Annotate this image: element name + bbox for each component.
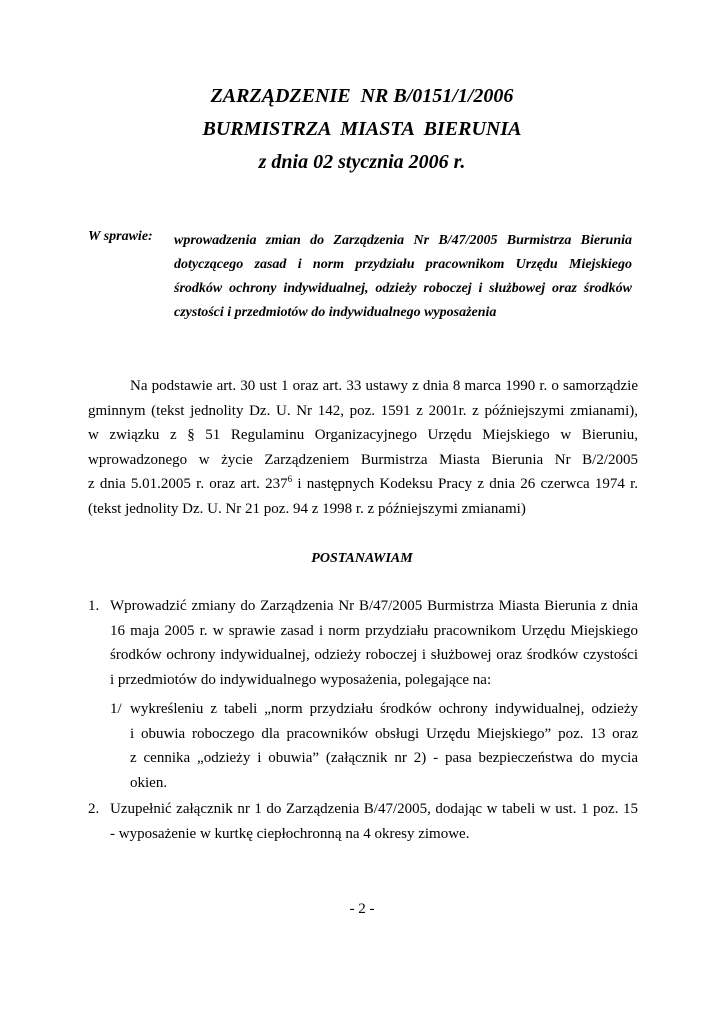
subject-line: dotyczącego zasad i norm przydziału pracownikom Urzędu Miejskiego	[174, 257, 632, 272]
subitem-line: wykreśleniu z tabeli „norm przydziału środków ochrony indywidualnej, odzieży	[130, 701, 638, 717]
issuer-title: BURMISTRZA MIASTA BIERUNIA	[202, 118, 522, 140]
subitem-text	[130, 697, 638, 795]
preamble-text: z dnia 5.01.2005 r. oraz art. 237	[88, 476, 288, 492]
item-line: 16 maja 2005 r. w sprawie zasad i norm przydziału pracownikom Urzędu Miejskiego	[110, 622, 638, 639]
preamble-line: w związku z § 51 Regulaminu Organizacyjnego Urzędu Miejskiego w Bieruniu,	[88, 427, 638, 443]
subitem-line: z cennika „odzieży i obuwia” (załącznik nr 2) - pasa bezpieczeństwa do mycia okien.	[130, 750, 638, 791]
item-text	[110, 797, 638, 846]
item-line: i przedmiotów do indywidualnego wyposażenia, polegające na:	[110, 671, 492, 688]
preamble-line: wprowadzonego w życie Zarządzeniem Burmistrza Miasta Bierunia Nr B/2/2005	[88, 451, 638, 468]
subitem-number: 1/	[110, 701, 122, 717]
subject-line: wprowadzenia zmian do Zarządzenia Nr B/47/2005 Burmistrza Bierunia	[174, 233, 632, 248]
item-line: środków ochrony indywidualnej, odzieży roboczej i służbowej oraz środków czystości	[110, 647, 638, 663]
preamble-line: gminnym (tekst jednolity Dz. U. Nr 142, poz. 1591 z 2001r. z późniejszymi zmianami),	[88, 402, 638, 419]
item-text	[110, 594, 638, 692]
item-line: - wyposażenie w kurtkę ciepłochronną na 4 okresy zimowe.	[110, 825, 470, 842]
superscript: 6	[287, 474, 293, 484]
page-number: - 2 -	[349, 901, 375, 917]
preamble-text: i następnych Kodeksu Pracy z dnia 26 czerwca 1974 r.	[292, 476, 638, 492]
item-line: Wprowadzić zmiany do Zarządzenia Nr B/47/2005 Burmistrza Miasta Bierunia z dnia	[110, 598, 638, 614]
decision-heading: POSTANAWIAM	[311, 551, 413, 566]
preamble-line: Na podstawie art. 30 ust 1 oraz art. 33 ustawy z dnia 8 marca 1990 r. o samorządzie	[130, 378, 638, 394]
preamble-line: (tekst jednolity Dz. U. Nr 21 poz. 94 z 1998 r. z późniejszymi zmianami)	[88, 500, 526, 517]
subject-label: W sprawie:	[88, 229, 153, 244]
document-date: z dnia 02 stycznia 2006 r.	[258, 151, 466, 173]
preamble-paragraph	[88, 374, 638, 521]
subject-line: środków ochrony indywidualnej, odzieży roboczej i służbowej oraz środków	[174, 281, 632, 296]
item-number: 1.	[88, 598, 100, 614]
subject-text	[174, 229, 632, 325]
document-title: ZARZĄDZENIE NR B/0151/1/2006	[210, 85, 514, 107]
preamble-line	[88, 472, 638, 497]
subitem-line: i obuwia roboczego dla pracowników obsługi Urzędu Miejskiego” poz. 13 oraz	[130, 725, 638, 742]
item-line: Uzupełnić załącznik nr 1 do Zarządzenia B/47/2005, dodając w tabeli w ust. 1 poz. 15	[110, 801, 638, 817]
subject-line: czystości i przedmiotów do indywidualnego wyposażenia	[174, 305, 497, 320]
item-number: 2.	[88, 801, 100, 817]
